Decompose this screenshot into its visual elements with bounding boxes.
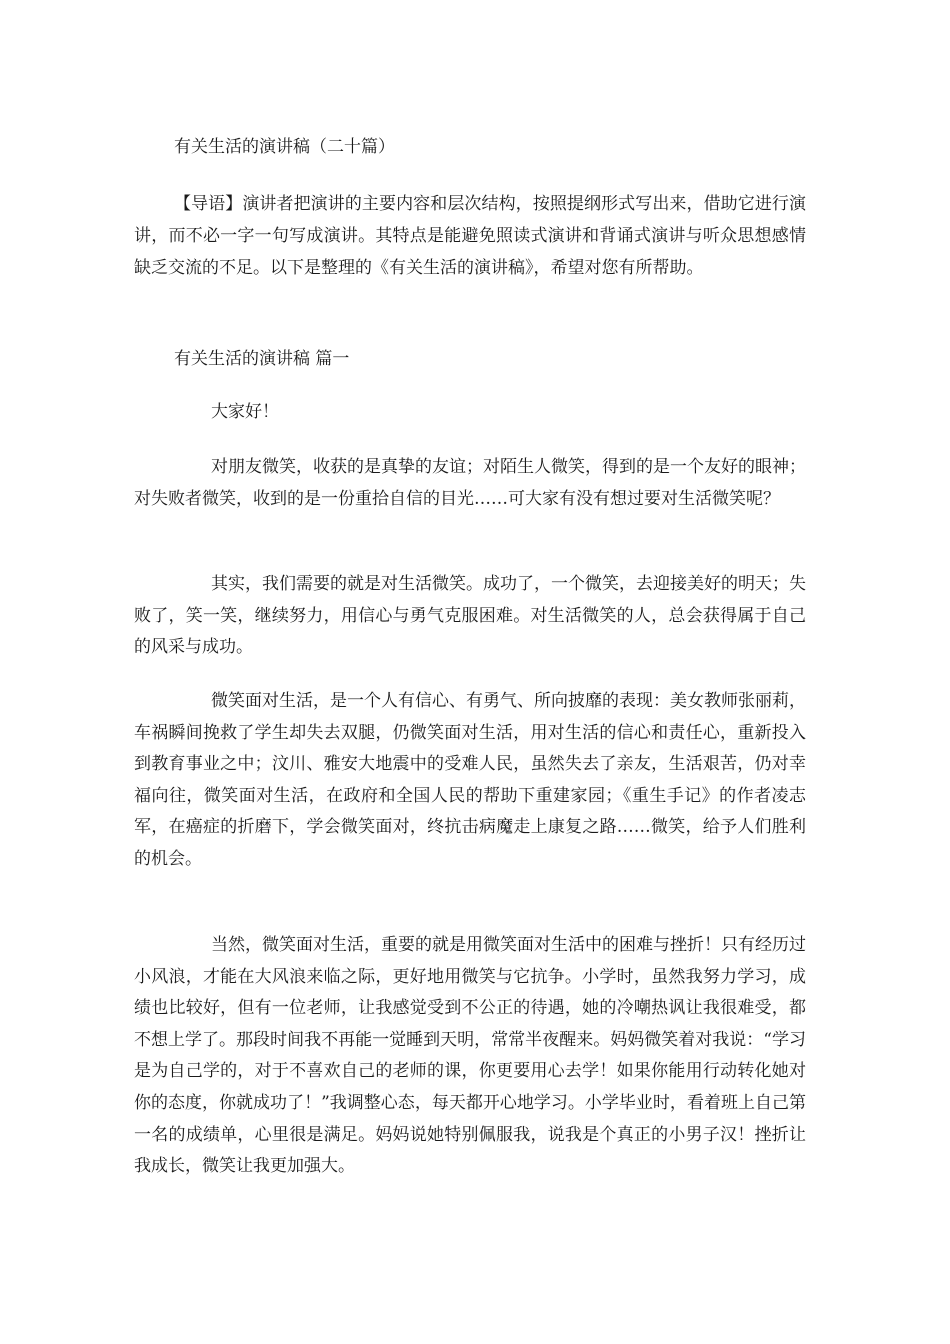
intro-label: 【导语】 <box>174 194 243 214</box>
document-title: 有关生活的演讲稿（二十篇） <box>174 137 395 157</box>
section-heading: 有关生活的演讲稿 篇一 <box>174 349 350 369</box>
body-paragraph: 当然，微笑面对生活，重要的就是用微笑面对生活中的困难与挫折！只有经历过小风浪，才能在大风浪来临之际，更好地用微笑与它抗争。小学时，虽然我努力学习，成绩也比较好，但有一位老师，让我感觉受到不公正的待遇，她的冷嘲热讽让我很难受，都不想上学了。那段时间我不再能一觉睡到天明，常常半夜醒来。妈妈微笑着对我说：“学习是为自己学的，对于不喜欢自己的老师的课，你更要用心去学！如果你能用行动转化她对你的态度，你就成功了！”我调整心态，每天都开心地学习。小学毕业时，看着班上自己第一名的成绩单，心里很是满足。妈妈说她特别佩服我，说我是个真正的小男子汉！挫折让我成长，微笑让我更加强大。 <box>134 935 806 1177</box>
body-paragraph: 其实，我们需要的就是对生活微笑。成功了，一个微笑，去迎接美好的明天；失败了，笑一笑，继续努力，用信心与勇气克服困难。对生活微笑的人，总会获得属于自己的风采与成功。 <box>134 574 806 658</box>
intro-text: 演讲者把演讲的主要内容和层次结构，按照提纲形式写出来，借助它进行演讲，而不必一字一句写成演讲。其特点是能避免照读式演讲和背诵式演讲与听众思想感情缺乏交流的不足。以下是整理的《有关生活的演讲稿》，希望对您有所帮助。 <box>134 194 807 278</box>
intro-paragraph <box>134 188 806 284</box>
body-paragraph: 对朋友微笑，收获的是真挚的友谊；对陌生人微笑，得到的是一个友好的眼神；对失败者微笑，收到的是一份重拾自信的目光……可大家有没有想过要对生活微笑呢？ <box>134 457 806 509</box>
body-paragraph: 微笑面对生活，是一个人有信心、有勇气、所向披靡的表现：美女教师张丽莉，车祸瞬间挽救了学生却失去双腿，仍微笑面对生活，用对生活的信心和责任心，重新投入到教育事业之中；汶川、雅安大地震中的受难人民，虽然失去了亲友，生活艰苦，仍对幸福向往，微笑面对生活，在政府和全国人民的帮助下重建家园；《重生手记》的作者凌志军，在癌症的折磨下，学会微笑面对，终抗击病魔走上康复之路……微笑，给予人们胜利的机会。 <box>134 691 806 869</box>
greeting: 大家好！ <box>211 402 279 422</box>
